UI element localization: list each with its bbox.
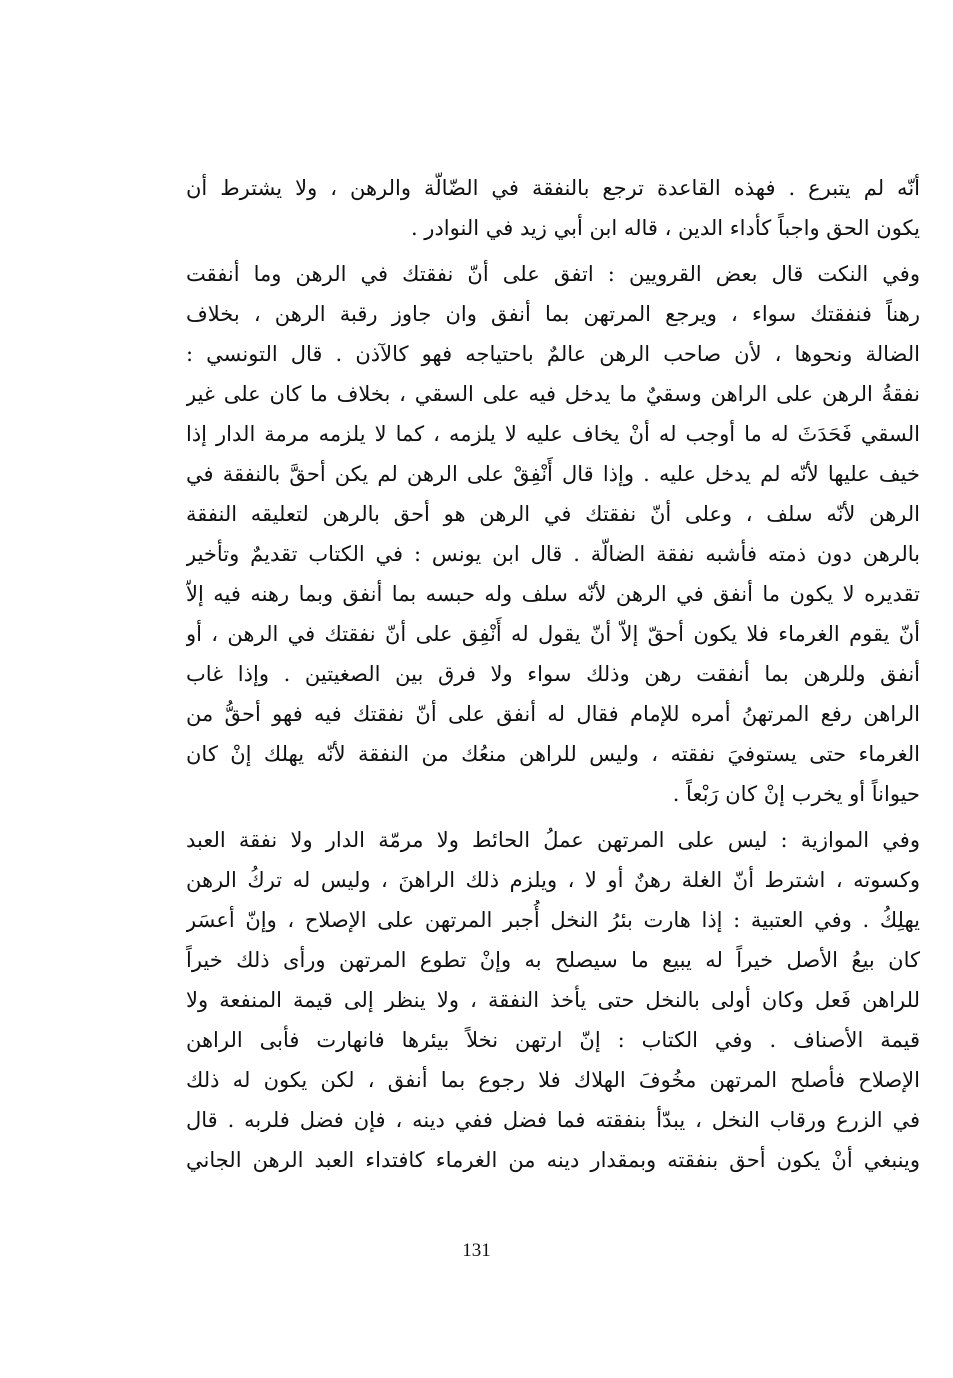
text-line: في الزرع ورقاب النخل ، يبدّأ بنفقته فما فضل ففي دينه ، فإن فضل فلربه . قال	[186, 1108, 920, 1132]
text-line: الراهن رفع المرتهنُ أمره للإمام فقال له أنفق على أنّ نفقتك فيه فهو أحقُّ من	[186, 702, 920, 726]
text-line: أنّ يقوم الغرماء فلا يكون أحقّ إلاّ أنّ يقول له أَنْفِق على أنّ نفقتك في الرهن ، أو	[186, 622, 920, 646]
text-line: السقي فَحَدَثَ له ما أوجب له أنْ يخاف عليه لا يلزمه ، كما لا يلزمه مرمة الدار إذا	[186, 422, 920, 446]
text-line: نفقةُ الرهن على الراهن وسقيٌ ما يدخل فيه على السقي ، بخلاف ما كان على غير	[186, 382, 920, 406]
text-line: كان بيعُ الأصل خيراً له يبيع ما سيصلح به وإنْ تطوع المرتهن ورأى ذلك خيراً	[186, 948, 920, 972]
text-line: وكسوته ، اشترط أنّ الغلة رهنٌ أو لا ، ويلزم ذلك الراهنَ ، وليس له تركُ الرهن	[186, 868, 920, 892]
page-number: 131	[462, 1240, 491, 1261]
text-line: أنّه لم يتبرع . فهذه القاعدة ترجع بالنفقة في الضّالّة والرهن ، ولا يشترط أن	[186, 176, 920, 200]
text-line: وفي النكت قال بعض القرويين : اتفق على أنّ نفقتك في الرهن وما أنفقت	[186, 262, 920, 286]
text-line: خيف عليها لأنّه لم يدخل عليه . وإذا قال أَنْفِقْ على الرهن لم يكن أحقَّ بالنفقة في	[186, 462, 920, 486]
text-line: حيواناً أو يخرب إنْ كان رَبْعاً .	[672, 782, 920, 806]
text-line: الغرماء حتى يستوفيَ نفقته ، وليس للراهن منعُك من النفقة لأنّه يهلك إنْ كان	[186, 742, 920, 766]
body-text	[186, 168, 920, 1180]
text-line: بالرهن دون ذمته فأشبه نفقة الضالّة . قال ابن يونس : في الكتاب تقديمٌ وتأخير	[186, 542, 920, 566]
text-line: تقديره لا يكون ما أنفق في الرهن لأنّه سلف وله حبسه بما أنفق وبما رهنه فيه إلاّ	[186, 582, 920, 606]
text-line: الإصلاح فأصلح المرتهن مخُوفَ الهلاك فلا رجوع بما أنفق ، لكن يكون له ذلك	[186, 1068, 920, 1092]
text-line: رهناً فنفقتك سواء ، ويرجع المرتهن بما أنفق وان جاوز رقبة الرهن ، بخلاف	[186, 302, 920, 326]
text-line: للراهن فَعل وكان أولى بالنخل حتى يأخذ النفقة ، ولا ينظر إلى قيمة المنفعة ولا	[186, 988, 920, 1012]
text-line: وفي الموازية : ليس على المرتهن عملُ الحائط ولا مرمّة الدار ولا نفقة العبد	[186, 828, 920, 852]
text-line: يهلِكُ . وفي العتبية : إذا هارت بئرُ النخل أُجبر المرتهن على الإصلاح ، وإنّ أعسَر	[186, 908, 920, 932]
text-line: يكون الحق واجباً كأداء الدين ، قاله ابن أبي زيد في النوادر .	[410, 216, 920, 240]
text-line: الرهن لأنّه سلف ، وعلى أنّ نفقتك في الرهن هو أحق بالرهن لتعليقه النفقة	[186, 502, 920, 526]
text-line: أنفق وللرهن بما أنفقت رهن وذلك سواء ولا فرق بين الصغيتين . وإذا غاب	[186, 662, 920, 686]
text-line: وينبغي أنْ يكون أحق بنفقته وبمقدار دينه من الغرماء كافتداء العبد الرهن الجاني	[186, 1148, 920, 1172]
text-line: الضالة ونحوها ، لأن صاحب الرهن عالمٌ باحتياجه فهو كالآذن . قال التونسي :	[186, 342, 920, 366]
text-line: قيمة الأصناف . وفي الكتاب : إنّ ارتهن نخلاً بيئرها فانهارت فأبى الراهن	[186, 1028, 920, 1052]
